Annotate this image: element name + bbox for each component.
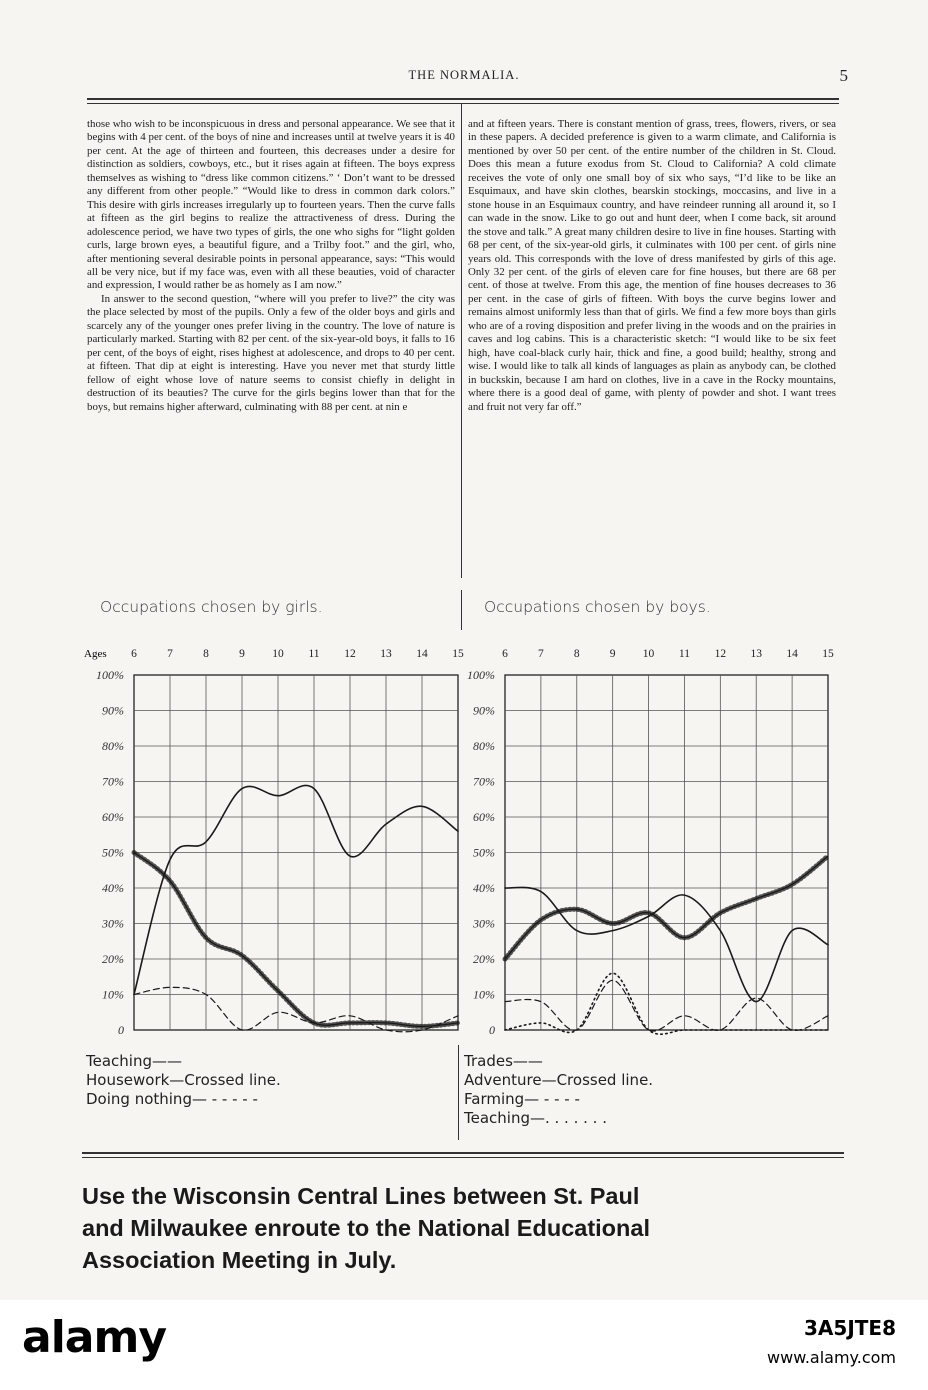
x-tick-label: 13	[750, 648, 762, 660]
chart-title-divider	[461, 590, 462, 630]
y-tick-label: 60%	[102, 810, 124, 824]
y-tick-label: 20%	[102, 952, 124, 966]
legend-item-trades: Trades——	[464, 1052, 543, 1070]
series-farming-line	[505, 980, 828, 1031]
series-adventure-line	[505, 856, 828, 959]
x-tick-label: 9	[239, 648, 245, 660]
x-tick-label: 13	[380, 648, 392, 660]
x-tick-label: 6	[502, 648, 508, 660]
boys-chart	[467, 648, 834, 1037]
article-paragraph: In answer to the second question, “where will you prefer to live?” the city was the place selected by most of the pupils. Only a few of the older boys and girls and scarcely any of the younger ones prefer living in the country. The love of nature is particularly marked. Starting with 82 per cent. of the six-year-old boys, it falls to 16 per cent, of the boys of eight, rises highest at adolescence, and drops to 40 per cent. at fifteen. That dip at eight is interesting. Have you never met that sturdy little fellow of eight whose love of nature seems to consist chiefly in delight in destruction of its beauties? The curve for the girls begins lower than that for the boys, but remains higher afterward, culminating with 88 per cent. at nin e	[87, 292, 455, 413]
y-tick-label: 40%	[473, 881, 495, 895]
y-tick-label: 50%	[473, 845, 495, 860]
x-tick-label: 11	[308, 648, 320, 660]
y-tick-label: 70%	[473, 774, 495, 789]
girls-chart-title: Occupations chosen by girls.	[100, 598, 323, 616]
x-tick-label: 6	[131, 648, 137, 660]
page-number: 5	[839, 66, 848, 85]
x-tick-label: 9	[609, 648, 616, 660]
x-tick-label: 8	[573, 648, 580, 660]
girls-chart	[96, 648, 464, 1037]
x-tick-label: 7	[167, 648, 173, 660]
ad-line: and Milwaukee enroute to the National Educational	[82, 1215, 650, 1241]
y-tick-label: 90%	[102, 703, 124, 718]
x-tick-label: 7	[538, 648, 544, 660]
x-tick-label: 12	[344, 648, 356, 660]
y-tick-label: 60%	[473, 810, 495, 824]
article-paragraph: and at fifteen years. There is constant mention of grass, trees, flowers, rivers, or sea in these papers. A decided preference is given to a warm climate, and California is mentioned by over 50 per cent. of the entire number of the children in St. Cloud. Does this mean a future exodus from St. Cloud to California? A cold climate receives the vote of only one small boy of six who says, “I’d like to be like an Esquimaux, and have skin clothes, bearskin stockings, moccasins, and live in a stone house in an Esquimaux country, and have reindeer running all around it, so I can wade in the snow. Like to go out and hunt deer, when I come back, sit around the stove and talk.” A great many children desire to live in fine houses. Starting with 68 per cent, of the six-year-old girls, it culminates with 100 per cent. of girls nine years old. This corresponds with the love of dress manifested by girls of this age. Only 32 per cent. of the girls of eleven care for fine houses, but there are 68 per cent. of those at twelve. From this age, the mention of fine houses decreases to 36 per cent. in the case of girls of fifteen. With boys the curve begins lower and remains almost uniformly less than that of girls. We find a few more boys than girls who are of a roving disposition and prefer living in the woods and on the prairies in caves and log cabins. This is a characteristic sketch: “I would like to be six feet high, have coal-black curly hair, thick and fine, a good build; healthy, strong and wise. I would like to talk all kinds of languages as plain as anybody can, be clothed in buckskin, because I am hard on clothes, live in a cave in the Rocky mountains, where there is a good deal of game, with plenty of powder and shot. I want trees and fruit not very far off.”	[468, 118, 836, 413]
advertisement	[82, 1180, 842, 1276]
y-tick-label: 0	[489, 1023, 495, 1037]
legend-item-farming: Farming— - - - -	[464, 1090, 580, 1108]
y-tick-label: 70%	[102, 774, 124, 789]
x-tick-label: 10	[272, 648, 284, 660]
y-tick-label: 50%	[102, 845, 124, 860]
watermark-url: www.alamy.com	[767, 1348, 896, 1367]
y-tick-label: 40%	[102, 881, 124, 895]
x-tick-label: 8	[203, 648, 209, 660]
header-rule-thin	[87, 103, 839, 104]
journal-title: THE NORMALIA.	[408, 68, 520, 82]
running-header	[80, 68, 848, 88]
y-tick-label: 30%	[473, 916, 495, 931]
y-tick-label: 100%	[96, 668, 124, 682]
y-tick-label: 0	[118, 1023, 124, 1037]
ad-rule-thin	[82, 1157, 844, 1158]
series-teaching-line	[505, 973, 828, 1034]
y-tick-label: 80%	[102, 739, 124, 753]
legend-item-teaching: Teaching——	[86, 1052, 182, 1070]
image-id: 3A5JTE8	[804, 1316, 896, 1340]
header-rule	[87, 98, 839, 100]
column-divider	[461, 104, 462, 578]
x-tick-label: 15	[822, 648, 834, 660]
legend-item-housework: Housework—Crossed line.	[86, 1071, 281, 1089]
legend-divider	[458, 1045, 459, 1140]
series-trades-line	[505, 887, 828, 1001]
x-tick-label: 15	[452, 648, 464, 660]
occupations-charts	[0, 640, 928, 1040]
article-column-left	[87, 118, 455, 414]
x-tick-label: 11	[678, 648, 690, 660]
x-tick-label: 14	[416, 648, 428, 660]
ages-axis-label: Ages	[84, 648, 107, 660]
x-tick-label: 12	[714, 648, 727, 660]
legend-item-teaching: Teaching—. . . . . . .	[464, 1109, 607, 1127]
x-tick-label: 10	[642, 648, 655, 660]
ad-line: Association Meeting in July.	[82, 1247, 397, 1273]
girls-legend	[86, 1052, 281, 1109]
watermark-banner	[0, 1300, 928, 1390]
ad-rule	[82, 1152, 844, 1154]
article-paragraph: those who wish to be inconspicuous in dress and personal appearance. We see that it begins with 4 per cent. of the boys of nine and increases until at twelve years it is 40 per cent. At the age of thirteen and fourteen, this decreases under a desire for distinction as soldiers, cowboys, etc., but it rises again at fifteen. The boys express themselves as wishing to “dress like common citizens.” ‘ Don’t want to be dressed any different from other people.” “Would like to dress in common dark colors.” This desire with girls increases irregularly up to fourteen years. Then the curve falls at fifteen as the girl begins to realize the attractiveness of dress. During the adolescence period, we have two types of girls, the one who sighs for “light golden curls, large brown eyes, a beautiful figure, and a Trilby foot.” and the girl, who, after mentioning several desirable points in personal appearance, says: “This would all be very nice, but if my face was, even with all these beauties, void of character and expression, I would rather be as homely as I am now.”	[87, 118, 455, 292]
y-tick-label: 90%	[473, 703, 495, 718]
article-column-right	[468, 118, 836, 414]
series-adventure-cross-marks	[505, 856, 828, 959]
legend-item-doing-nothing: Doing nothing— - - - - -	[86, 1090, 258, 1108]
y-tick-label: 30%	[102, 916, 124, 931]
boys-chart-title: Occupations chosen by boys.	[484, 598, 711, 616]
y-tick-label: 100%	[467, 668, 495, 682]
boys-legend	[464, 1052, 653, 1128]
y-tick-label: 10%	[102, 987, 124, 1002]
legend-item-adventure: Adventure—Crossed line.	[464, 1071, 654, 1089]
watermark-logo: alamy	[22, 1312, 166, 1363]
x-tick-label: 14	[786, 648, 798, 660]
y-tick-label: 80%	[473, 739, 495, 753]
ad-line: Use the Wisconsin Central Lines between St. Paul	[82, 1183, 640, 1209]
series-housework-cross-marks	[134, 853, 458, 1027]
y-tick-label: 20%	[473, 952, 495, 966]
y-tick-label: 10%	[473, 987, 495, 1002]
series-housework-line	[134, 853, 458, 1027]
